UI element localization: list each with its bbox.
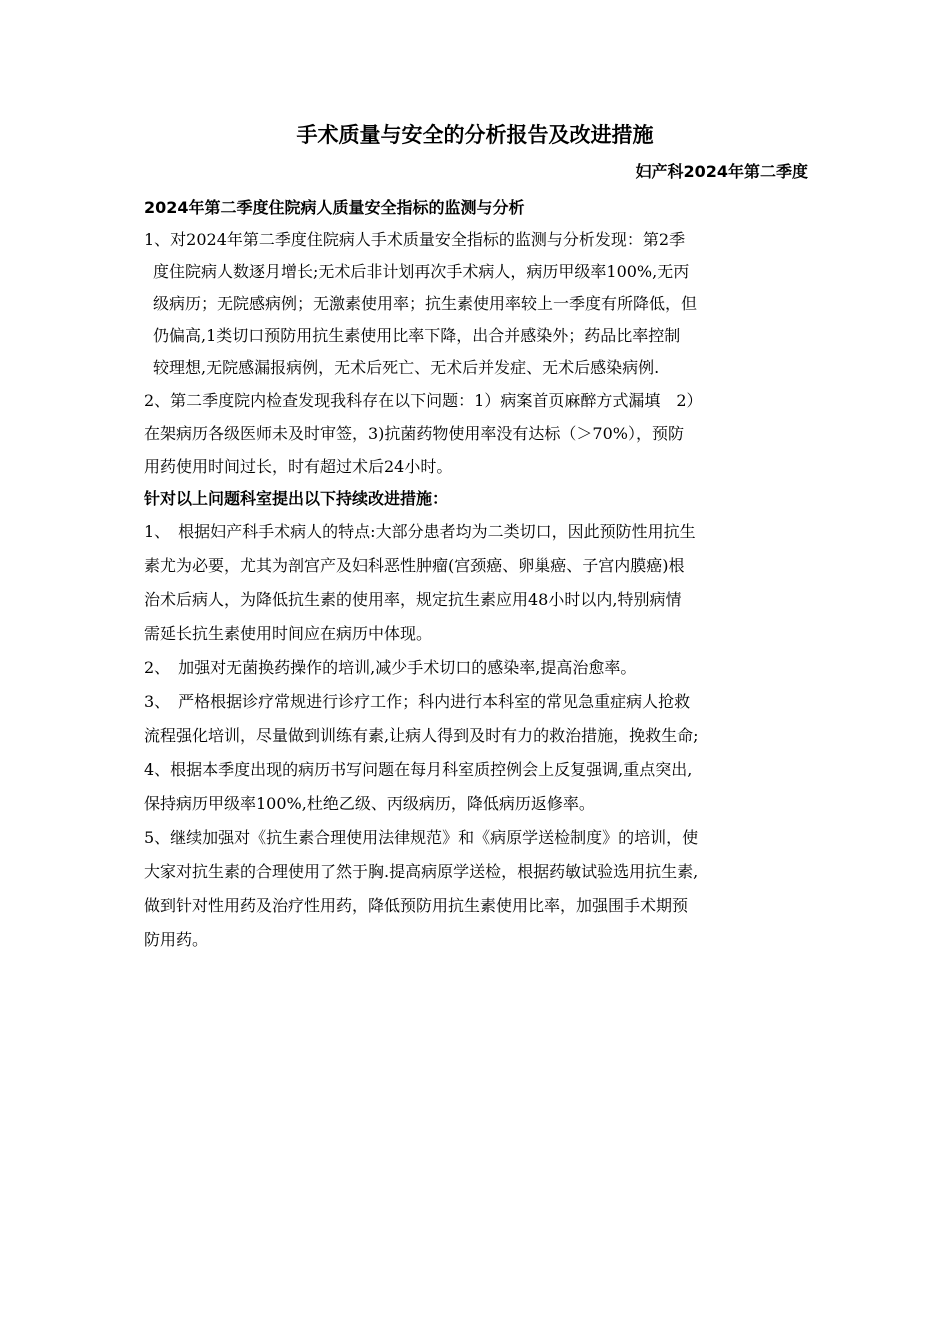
- paragraph-line: 防用药。: [144, 930, 209, 949]
- paragraph-line: 1、对2024年第二季度住院病人手术质量安全指标的监测与分析发现：第2季: [144, 230, 686, 249]
- finding-paragraph-2: [144, 384, 824, 483]
- paragraph-line: 度住院病人数逐月增长;无术后非计划再次手术病人，病历甲级率100%,无丙: [153, 262, 690, 281]
- paragraph-line: 素尤为必要，尤其为剖宫产及妇科恶性肿瘤(宫颈癌、卵巢癌、子宫内膜癌)根: [144, 556, 685, 575]
- paragraph-line: 5、继续加强对《抗生素合理使用法律规范》和《病原学送检制度》的培训，使: [144, 828, 699, 847]
- paragraph-line: 用药使用时间过长，时有超过术后24小时。: [144, 457, 453, 476]
- paragraph-line: 仍偏高,1类切口预防用抗生素使用比率下降，出合并感染外；药品比率控制: [153, 326, 681, 345]
- paragraph-line: 在架病历各级医师未及时审签，3)抗菌药物使用率没有达标（＞70%），预防: [144, 424, 684, 443]
- paragraph-line: 级病历；无院感病例；无激素使用率；抗生素使用率较上一季度有所降低，但: [153, 294, 698, 313]
- paragraph-line: 2、 加强对无菌换药操作的培训,减少手术切口的感染率,提高治愈率。: [144, 658, 637, 677]
- section-heading: 2024年第二季度住院病人质量安全指标的监测与分析: [144, 198, 525, 217]
- paragraph-line: 保持病历甲级率100%,杜绝乙级、丙级病历，降低病历返修率。: [144, 794, 595, 813]
- paragraph-line: 4、根据本季度出现的病历书写问题在每月科室质控例会上反复强调,重点突出,: [144, 760, 693, 779]
- paragraph-line: 2、第二季度院内检查发现我科存在以下问题：1）病案首页麻醉方式漏填 2）: [144, 391, 703, 410]
- document-subtitle: 妇产科2024年第二季度: [635, 162, 808, 181]
- paragraph-line: 治术后病人，为降低抗生素的使用率，规定抗生素应用48小时以内,特别病情: [144, 590, 682, 609]
- improvement-item-1: [144, 515, 824, 651]
- improvement-item-5: [144, 821, 824, 957]
- paragraph-line: 需延长抗生素使用时间应在病历中体现。: [144, 624, 433, 643]
- paragraph-line: 流程强化培训，尽量做到训练有素,让病人得到及时有力的救治措施，挽救生命;: [144, 726, 699, 745]
- improvement-item-4: [144, 753, 824, 821]
- finding-paragraph-1: [144, 224, 824, 384]
- improvement-heading: 针对以上问题科室提出以下持续改进措施：: [144, 489, 449, 508]
- improvement-item-2: [144, 651, 824, 685]
- improvement-list: [144, 515, 824, 957]
- paragraph-line: 大家对抗生素的合理使用了然于胸.提高病原学送检，根据药敏试验选用抗生素,: [144, 862, 699, 881]
- paragraph-line: 1、 根据妇产科手术病人的特点:大部分患者均为二类切口，因此预防性用抗生: [144, 522, 696, 541]
- improvement-item-3: [144, 685, 824, 753]
- document-body: [144, 192, 824, 957]
- paragraph-line: 3、 严格根据诊疗常规进行诊疗工作；科内进行本科室的常见急重症病人抢救: [144, 692, 691, 711]
- document-title: 手术质量与安全的分析报告及改进措施: [296, 123, 654, 147]
- paragraph-line: 较理想,无院感漏报病例，无术后死亡、无术后并发症、无术后感染病例.: [153, 358, 660, 377]
- paragraph-line: 做到针对性用药及治疗性用药，降低预防用抗生素使用比率，加强围手术期预: [144, 896, 689, 915]
